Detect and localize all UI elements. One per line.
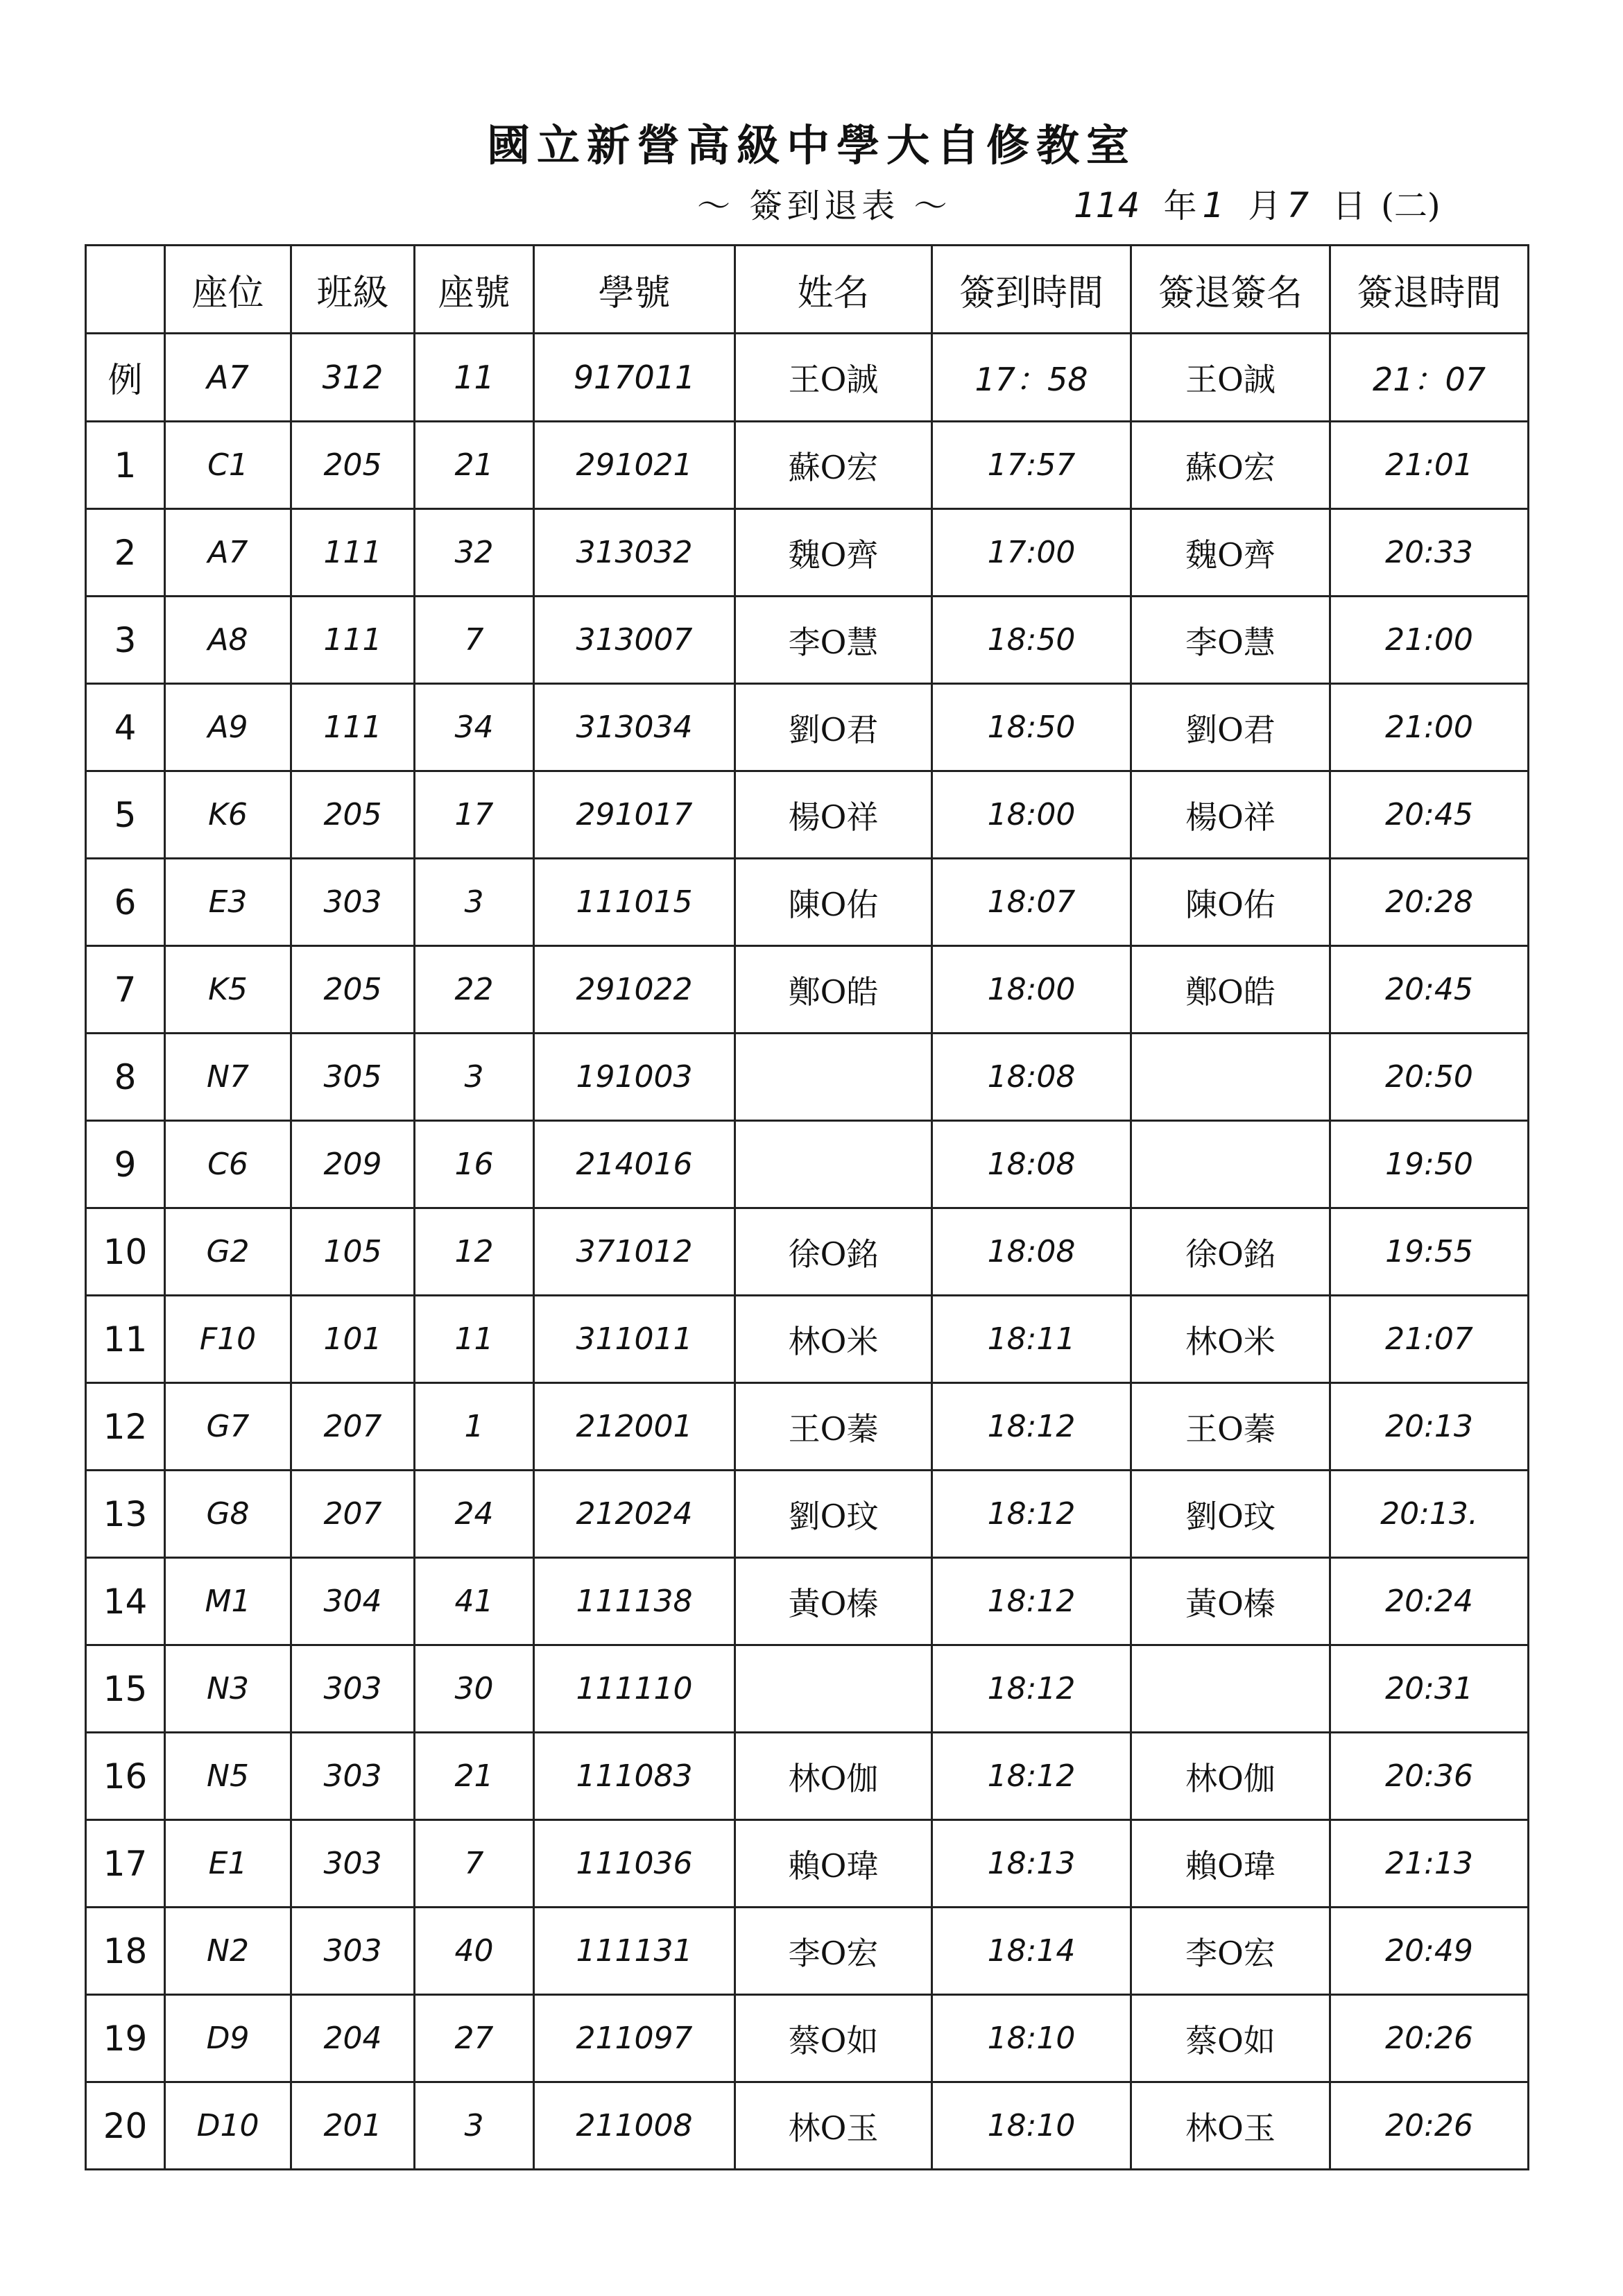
student-id-cell: 291017: [534, 771, 735, 859]
name-cell: 鄭O皓: [735, 946, 932, 1034]
table-row: [86, 1820, 1529, 1908]
table-row: [86, 1296, 1529, 1383]
table-row: [86, 1034, 1529, 1121]
class-cell: 303: [291, 1733, 415, 1820]
example-seat: A7: [165, 334, 291, 422]
class-cell: 111: [291, 684, 415, 771]
sign-out-time-cell: 20:45: [1330, 946, 1529, 1034]
seat-no-cell: 16: [415, 1121, 534, 1208]
date-year: 114: [1074, 185, 1140, 225]
example-name: 王O誠: [735, 334, 932, 422]
class-cell: 303: [291, 859, 415, 946]
signature-cell: 賴O瑋: [1131, 1820, 1330, 1908]
signature-cell: [1131, 1645, 1330, 1733]
table-row: [86, 1645, 1529, 1733]
row-index: 10: [86, 1208, 165, 1296]
sign-out-time-cell: 21:00: [1330, 597, 1529, 684]
seat-cell: F10: [165, 1296, 291, 1383]
seat-no-cell: 32: [415, 509, 534, 597]
sign-in-time-cell: 18:11: [932, 1296, 1131, 1383]
class-cell: 204: [291, 1995, 415, 2082]
row-index: 7: [86, 946, 165, 1034]
student-id-cell: 291022: [534, 946, 735, 1034]
class-cell: 207: [291, 1383, 415, 1471]
form-date: [1068, 179, 1441, 227]
signature-cell: 楊O祥: [1131, 771, 1330, 859]
sign-in-time-cell: 18:10: [932, 1995, 1131, 2082]
example-sign-in-time: 17：58: [932, 334, 1131, 422]
name-cell: 林O伽: [735, 1733, 932, 1820]
class-cell: 207: [291, 1471, 415, 1558]
name-cell: [735, 1121, 932, 1208]
signature-cell: 林O玉: [1131, 2082, 1330, 2170]
date-month-unit: 月: [1248, 187, 1282, 225]
seat-no-cell: 7: [415, 1820, 534, 1908]
form-title: 國立新營高級中學大自修教室: [486, 120, 1136, 171]
seat-cell: G8: [165, 1471, 291, 1558]
student-id-cell: 313007: [534, 597, 735, 684]
seat-no-cell: 1: [415, 1383, 534, 1471]
row-index: 11: [86, 1296, 165, 1383]
name-cell: 劉O君: [735, 684, 932, 771]
signature-cell: 林O米: [1131, 1296, 1330, 1383]
seat-no-cell: 17: [415, 771, 534, 859]
seat-no-cell: 27: [415, 1995, 534, 2082]
class-cell: 205: [291, 771, 415, 859]
table-row: [86, 1121, 1529, 1208]
row-index: 8: [86, 1034, 165, 1121]
signature-cell: 李O宏: [1131, 1908, 1330, 1995]
date-year-unit: 年: [1163, 187, 1197, 225]
seat-cell: E1: [165, 1820, 291, 1908]
example-seat-no: 11: [415, 334, 534, 422]
sign-in-time-cell: 18:13: [932, 1820, 1131, 1908]
seat-cell: N7: [165, 1034, 291, 1121]
sign-in-time-cell: 18:08: [932, 1034, 1131, 1121]
signature-cell: 徐O銘: [1131, 1208, 1330, 1296]
row-index: 6: [86, 859, 165, 946]
name-cell: 林O玉: [735, 2082, 932, 2170]
seat-cell: C1: [165, 422, 291, 509]
sign-out-time-cell: 20:26: [1330, 1995, 1529, 2082]
table-row: [86, 946, 1529, 1034]
row-index: 18: [86, 1908, 165, 1995]
seat-no-cell: 21: [415, 1733, 534, 1820]
student-id-cell: 211008: [534, 2082, 735, 2170]
seat-cell: C6: [165, 1121, 291, 1208]
header-sign-in-time: 簽到時間: [932, 246, 1131, 334]
header-class: 班級: [291, 246, 415, 334]
sign-in-time-cell: 17:00: [932, 509, 1131, 597]
seat-no-cell: 21: [415, 422, 534, 509]
sign-in-time-cell: 18:08: [932, 1121, 1131, 1208]
sign-out-time-cell: 21:00: [1330, 684, 1529, 771]
student-id-cell: 212001: [534, 1383, 735, 1471]
table-row: [86, 2082, 1529, 2170]
name-cell: 魏O齊: [735, 509, 932, 597]
student-id-cell: 313034: [534, 684, 735, 771]
student-id-cell: 371012: [534, 1208, 735, 1296]
table-row: [86, 1471, 1529, 1558]
table-row: [86, 684, 1529, 771]
class-cell: 304: [291, 1558, 415, 1645]
sign-out-time-cell: 20:13: [1330, 1383, 1529, 1471]
signature-cell: 蘇O宏: [1131, 422, 1330, 509]
table-row: [86, 509, 1529, 597]
signature-cell: 劉O君: [1131, 684, 1330, 771]
seat-no-cell: 11: [415, 1296, 534, 1383]
sign-in-time-cell: 18:12: [932, 1733, 1131, 1820]
seat-cell: D9: [165, 1995, 291, 2082]
sign-out-time-cell: 20:50: [1330, 1034, 1529, 1121]
sign-out-time-cell: 20:31: [1330, 1645, 1529, 1733]
row-index: 19: [86, 1995, 165, 2082]
seat-cell: M1: [165, 1558, 291, 1645]
name-cell: 李O宏: [735, 1908, 932, 1995]
class-cell: 209: [291, 1121, 415, 1208]
seat-no-cell: 24: [415, 1471, 534, 1558]
seat-cell: N3: [165, 1645, 291, 1733]
row-index: 14: [86, 1558, 165, 1645]
class-cell: 303: [291, 1645, 415, 1733]
example-label: 例: [86, 334, 165, 422]
row-index: 17: [86, 1820, 165, 1908]
student-id-cell: 311011: [534, 1296, 735, 1383]
signature-cell: 魏O齊: [1131, 509, 1330, 597]
name-cell: 蘇O宏: [735, 422, 932, 509]
sign-out-time-cell: 20:24: [1330, 1558, 1529, 1645]
sign-in-time-cell: 18:07: [932, 859, 1131, 946]
table-row: [86, 1908, 1529, 1995]
header-seat-no: 座號: [415, 246, 534, 334]
table-row: [86, 1995, 1529, 2082]
form-subtitle: ～ 簽到退表 ～: [697, 187, 952, 225]
example-row: [86, 334, 1529, 422]
date-weekday: (二): [1381, 187, 1441, 225]
name-cell: 李O慧: [735, 597, 932, 684]
sign-out-time-cell: 20:28: [1330, 859, 1529, 946]
seat-no-cell: 12: [415, 1208, 534, 1296]
student-id-cell: 111138: [534, 1558, 735, 1645]
example-signature: 王O誠: [1131, 334, 1330, 422]
class-cell: 303: [291, 1820, 415, 1908]
sign-out-time-cell: 19:50: [1330, 1121, 1529, 1208]
header-row: [86, 246, 1529, 334]
row-index: 12: [86, 1383, 165, 1471]
class-cell: 205: [291, 946, 415, 1034]
row-index: 15: [86, 1645, 165, 1733]
sign-out-time-cell: 20:45: [1330, 771, 1529, 859]
row-index: 16: [86, 1733, 165, 1820]
seat-no-cell: 3: [415, 1034, 534, 1121]
sign-in-time-cell: 18:50: [932, 684, 1131, 771]
seat-no-cell: 3: [415, 2082, 534, 2170]
student-id-cell: 214016: [534, 1121, 735, 1208]
seat-cell: N5: [165, 1733, 291, 1820]
sign-in-table: [85, 244, 1529, 2170]
name-cell: 黃O榛: [735, 1558, 932, 1645]
student-id-cell: 111110: [534, 1645, 735, 1733]
table-row: [86, 771, 1529, 859]
sign-out-time-cell: 20:13.: [1330, 1471, 1529, 1558]
header-name: 姓名: [735, 246, 932, 334]
header-index: [86, 246, 165, 334]
signature-cell: [1131, 1034, 1330, 1121]
seat-cell: A8: [165, 597, 291, 684]
seat-no-cell: 7: [415, 597, 534, 684]
sign-in-time-cell: 18:14: [932, 1908, 1131, 1995]
sign-out-time-cell: 20:36: [1330, 1733, 1529, 1820]
name-cell: 徐O銘: [735, 1208, 932, 1296]
table-row: [86, 597, 1529, 684]
sign-in-time-cell: 18:12: [932, 1383, 1131, 1471]
seat-no-cell: 22: [415, 946, 534, 1034]
name-cell: 陳O佑: [735, 859, 932, 946]
date-day: 7: [1287, 185, 1309, 225]
student-id-cell: 111083: [534, 1733, 735, 1820]
sign-out-time-cell: 20:26: [1330, 2082, 1529, 2170]
seat-cell: E3: [165, 859, 291, 946]
seat-cell: N2: [165, 1908, 291, 1995]
seat-no-cell: 3: [415, 859, 534, 946]
example-student-id: 917011: [534, 334, 735, 422]
class-cell: 305: [291, 1034, 415, 1121]
student-id-cell: 111036: [534, 1820, 735, 1908]
row-index: 5: [86, 771, 165, 859]
class-cell: 111: [291, 509, 415, 597]
name-cell: [735, 1034, 932, 1121]
name-cell: 蔡O如: [735, 1995, 932, 2082]
sign-out-time-cell: 21:01: [1330, 422, 1529, 509]
sign-in-time-cell: 18:12: [932, 1471, 1131, 1558]
table-row: [86, 859, 1529, 946]
signature-cell: 劉O玟: [1131, 1471, 1330, 1558]
header-sign-out-time: 簽退時間: [1330, 246, 1529, 334]
row-index: 13: [86, 1471, 165, 1558]
row-index: 2: [86, 509, 165, 597]
seat-cell: G2: [165, 1208, 291, 1296]
signature-cell: 林O伽: [1131, 1733, 1330, 1820]
student-id-cell: 191003: [534, 1034, 735, 1121]
sign-in-time-cell: 18:00: [932, 946, 1131, 1034]
table-row: [86, 1558, 1529, 1645]
name-cell: 林O米: [735, 1296, 932, 1383]
table-row: [86, 1733, 1529, 1820]
signature-cell: 李O慧: [1131, 597, 1330, 684]
class-cell: 205: [291, 422, 415, 509]
seat-no-cell: 34: [415, 684, 534, 771]
seat-cell: K5: [165, 946, 291, 1034]
date-month: 1: [1202, 185, 1225, 225]
class-cell: 105: [291, 1208, 415, 1296]
sign-in-time-cell: 18:12: [932, 1558, 1131, 1645]
sign-out-time-cell: 21:13: [1330, 1820, 1529, 1908]
name-cell: 王O蓁: [735, 1383, 932, 1471]
table-row: [86, 1208, 1529, 1296]
sign-in-time-cell: 18:00: [932, 771, 1131, 859]
header-seat: 座位: [165, 246, 291, 334]
name-cell: 賴O瑋: [735, 1820, 932, 1908]
sign-in-time-cell: 17:57: [932, 422, 1131, 509]
signature-cell: 鄭O皓: [1131, 946, 1330, 1034]
row-index: 4: [86, 684, 165, 771]
seat-cell: A9: [165, 684, 291, 771]
sign-out-time-cell: 20:33: [1330, 509, 1529, 597]
seat-cell: K6: [165, 771, 291, 859]
student-id-cell: 111131: [534, 1908, 735, 1995]
sign-out-time-cell: 20:49: [1330, 1908, 1529, 1995]
class-cell: 111: [291, 597, 415, 684]
sign-in-time-cell: 18:08: [932, 1208, 1131, 1296]
student-id-cell: 211097: [534, 1995, 735, 2082]
date-day-unit: 日: [1332, 187, 1366, 225]
signature-cell: [1131, 1121, 1330, 1208]
sign-in-time-cell: 18:12: [932, 1645, 1131, 1733]
sign-out-time-cell: 21:07: [1330, 1296, 1529, 1383]
student-id-cell: 212024: [534, 1471, 735, 1558]
sign-in-time-cell: 18:50: [932, 597, 1131, 684]
name-cell: [735, 1645, 932, 1733]
row-index: 9: [86, 1121, 165, 1208]
seat-no-cell: 40: [415, 1908, 534, 1995]
seat-cell: A7: [165, 509, 291, 597]
class-cell: 101: [291, 1296, 415, 1383]
row-index: 1: [86, 422, 165, 509]
example-class: 312: [291, 334, 415, 422]
signature-cell: 黃O榛: [1131, 1558, 1330, 1645]
table-row: [86, 422, 1529, 509]
row-index: 3: [86, 597, 165, 684]
seat-no-cell: 30: [415, 1645, 534, 1733]
table-row: [86, 1383, 1529, 1471]
seat-no-cell: 41: [415, 1558, 534, 1645]
name-cell: 楊O祥: [735, 771, 932, 859]
class-cell: 303: [291, 1908, 415, 1995]
header-sign-out-signature: 簽退簽名: [1131, 246, 1330, 334]
example-sign-out-time: 21：07: [1330, 334, 1529, 422]
seat-cell: D10: [165, 2082, 291, 2170]
sign-out-time-cell: 19:55: [1330, 1208, 1529, 1296]
signature-cell: 陳O佑: [1131, 859, 1330, 946]
header-student-id: 學號: [534, 246, 735, 334]
student-id-cell: 291021: [534, 422, 735, 509]
signature-cell: 王O蓁: [1131, 1383, 1330, 1471]
signature-cell: 蔡O如: [1131, 1995, 1330, 2082]
student-id-cell: 313032: [534, 509, 735, 597]
class-cell: 201: [291, 2082, 415, 2170]
sign-in-time-cell: 18:10: [932, 2082, 1131, 2170]
name-cell: 劉O玟: [735, 1471, 932, 1558]
seat-cell: G7: [165, 1383, 291, 1471]
row-index: 20: [86, 2082, 165, 2170]
student-id-cell: 111015: [534, 859, 735, 946]
